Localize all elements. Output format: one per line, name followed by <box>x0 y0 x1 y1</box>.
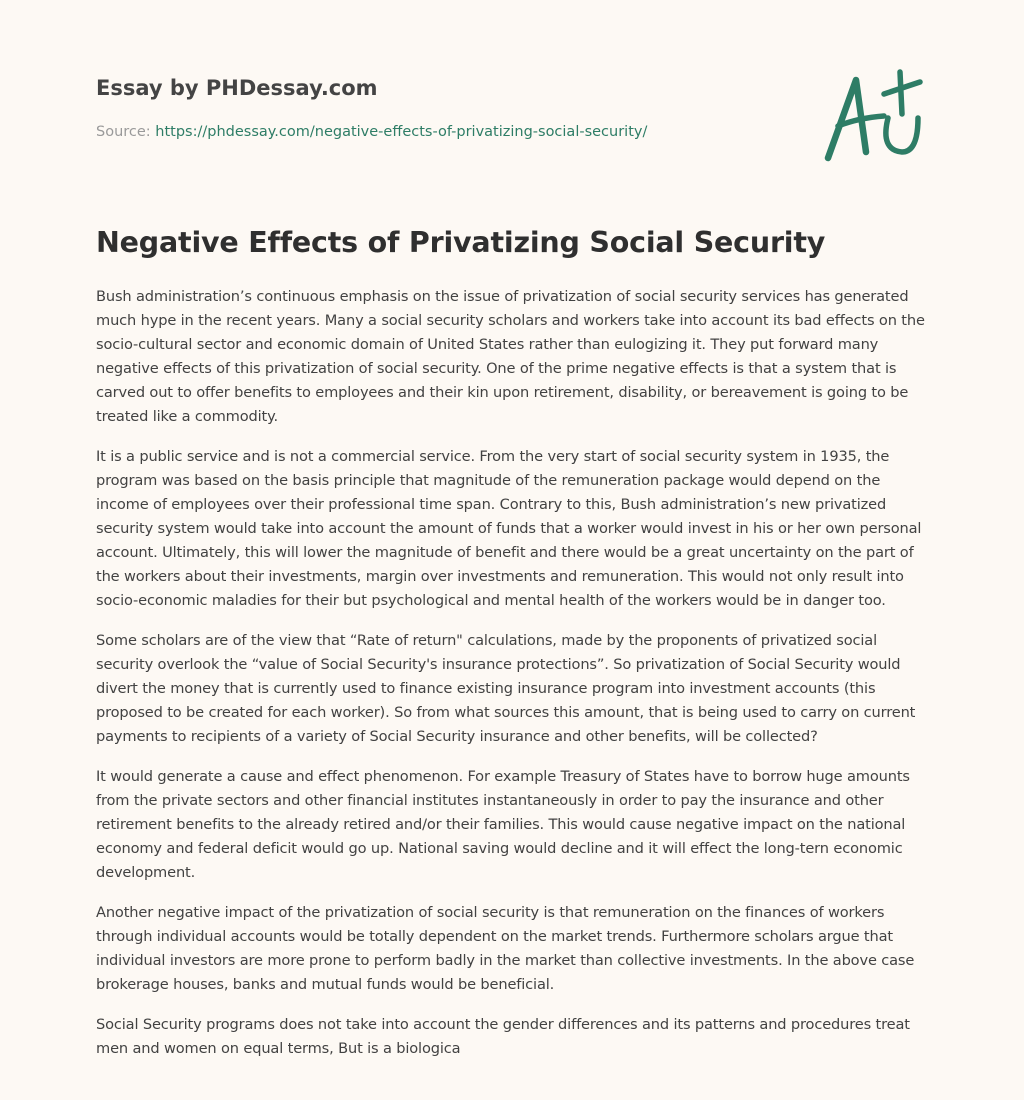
essay-paragraph-6: Social Security programs does not take into account the gender differences and its patterns and procedures treat men and women on equal terms, But is a biologica <box>96 1016 910 1057</box>
essay-body <box>96 285 932 1077</box>
source-line <box>96 124 647 140</box>
essay-paragraph-3: Some scholars are of the view that “Rate of return" calculations, made by the proponents of privatized social security overlook the “value of Social Security's insurance protections”. So privatization of Social Security would divert the money that is currently used to finance existing insurance program into investment accounts (this proposed to be created for each worker). So from what sources this amount, that is being used to carry on current payments to recipients of a variety of Social Security insurance and other benefits, will be collected? <box>96 632 916 745</box>
essay-paragraph-4: It would generate a cause and effect phenomenon. For example Treasury of States have to borrow huge amounts from the private sectors and other financial institutes instantaneously in order to pay the insurance and other retirement benefits to the already retired and/or their families. This would cause negative impact on the national economy and federal deficit would go up. National saving would decline and it will effect the long-tern economic development. <box>96 768 910 881</box>
essay-paragraph-2: It is a public service and is not a commercial service. From the very start of social security system in 1935, the program was based on the basis principle that magnitude of the remuneration package would depend on the income of employees over their professional time span. Contrary to this, Bush administration’s new privatized security system would take into account the amount of funds that a worker would invest in his or her own personal account. Ultimately, this will lower the magnitude of benefit and there would be a great uncertainty on the part of the workers about their investments, margin over investments and remuneration. This would not only result into socio-economic maladies for their but psychological and mental health of the workers would be in danger too. <box>96 448 922 609</box>
essay-paragraph-5: Another negative impact of the privatization of social security is that remuneration on the finances of workers through individual accounts would be totally dependent on the market trends. Furthermore scholars argue that individual investors are more prone to perform badly in the market than collective investments. In the above case brokerage houses, banks and mutual funds would be beneficial. <box>96 904 915 993</box>
source-label: Source: <box>96 124 151 140</box>
a-plus-icon <box>814 60 934 170</box>
essay-title: Negative Effects of Privatizing Social Security <box>96 226 826 259</box>
source-link[interactable]: https://phdessay.com/negative-effects-of-privatizing-social-security/ <box>155 124 648 140</box>
site-brand: Essay by PHDessay.com <box>96 76 378 100</box>
essay-paragraph-1: Bush administration’s continuous emphasis on the issue of privatization of social security services has generated much hype in the recent years. Many a social security scholars and workers take into account its bad effects on the socio-cultural sector and economic domain of United States rather than eulogizing it. They put forward many negative effects of this privatization of social security. One of the prime negative effects is that a system that is carved out to offer benefits to employees and their kin upon retirement, disability, or bereavement is going to be treated like a commodity. <box>96 288 925 425</box>
